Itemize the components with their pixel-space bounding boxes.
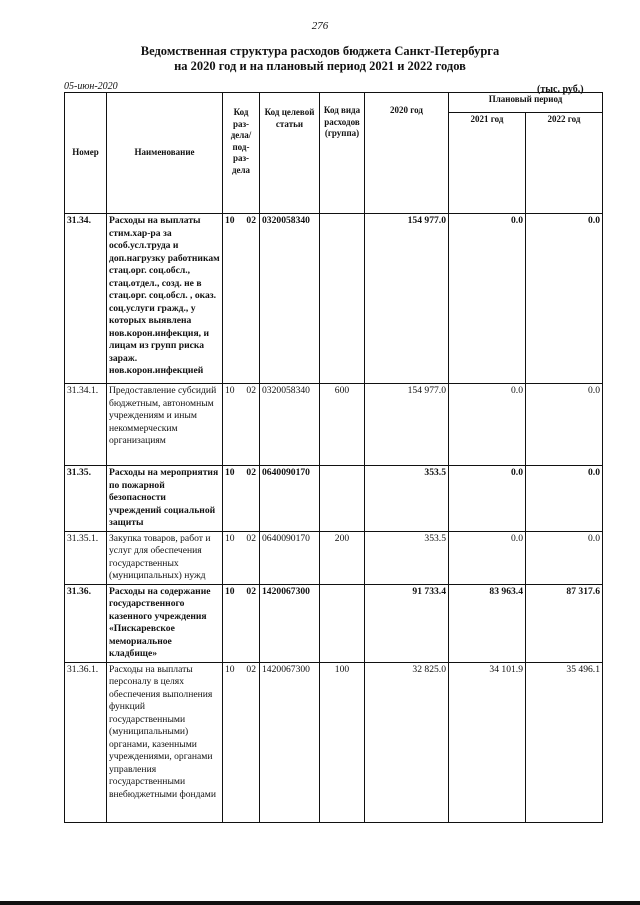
row-name: Предоставление субсидий бюджетным, автономным учреждениям и иным некоммерческим организациям (107, 384, 223, 466)
row-name: Расходы на выплаты персоналу в целях обеспечения выполнения функций государственными (муниципальными) органами, казенными учреждениями, органами управления государственными внебюджетными фондами (107, 662, 223, 822)
row-target-code: 0320058340 (260, 214, 320, 384)
row-target-code: 1420067300 (260, 662, 320, 822)
row-section: 10 (225, 585, 235, 597)
row-value-2021: 0.0 (449, 531, 526, 584)
table-body (65, 214, 603, 823)
row-number: 31.35. (65, 466, 107, 532)
row-section-code (223, 531, 260, 584)
header-number: Номер (65, 93, 107, 214)
row-section-code (223, 662, 260, 822)
row-subsection: 02 (246, 585, 256, 597)
row-target-code: 0320058340 (260, 384, 320, 466)
row-section: 10 (225, 663, 235, 675)
row-name: Расходы на содержание государственного казенного учреждения «Пискаревское мемориальное кладбище» (107, 584, 223, 662)
units-label: (тыс. руб.) (537, 84, 584, 95)
row-section-code (223, 384, 260, 466)
row-value-2022: 0.0 (526, 466, 603, 532)
row-value-2021: 0.0 (449, 384, 526, 466)
row-value-2020: 32 825.0 (365, 662, 449, 822)
row-expense-type (320, 214, 365, 384)
row-number: 31.36. (65, 584, 107, 662)
row-section: 10 (225, 532, 235, 544)
row-target-code: 1420067300 (260, 584, 320, 662)
row-value-2021: 0.0 (449, 466, 526, 532)
header-year-2020: 2020 год (365, 93, 449, 214)
header-target-code: Код целевой статьи (260, 93, 320, 214)
row-value-2020: 353.5 (365, 466, 449, 532)
row-expense-type (320, 584, 365, 662)
table-row (65, 384, 603, 466)
row-expense-type (320, 466, 365, 532)
title-line-2: на 2020 год и на плановый период 2021 и 2022 годов (174, 59, 466, 73)
row-value-2021: 34 101.9 (449, 662, 526, 822)
header-section-code: Код раз- дела/ под- раз- дела (223, 93, 260, 214)
row-value-2022: 0.0 (526, 531, 603, 584)
row-expense-type: 200 (320, 531, 365, 584)
row-value-2020: 91 733.4 (365, 584, 449, 662)
header-planning-period: Плановый период (449, 93, 603, 113)
row-section-code (223, 466, 260, 532)
row-name: Закупка товаров, работ и услуг для обеспечения государственных (муниципальных) нужд (107, 531, 223, 584)
table-row (65, 214, 603, 384)
header-expense-type: Код вида расходов (группа) (320, 93, 365, 214)
document-date: 05-июн-2020 (64, 81, 118, 92)
row-value-2022: 0.0 (526, 214, 603, 384)
row-target-code: 0640090170 (260, 531, 320, 584)
row-number: 31.34.1. (65, 384, 107, 466)
budget-table (64, 92, 603, 823)
row-value-2020: 154 977.0 (365, 214, 449, 384)
table-row (65, 662, 603, 822)
row-subsection: 02 (246, 663, 256, 675)
row-section-code (223, 214, 260, 384)
row-name: Расходы на выплаты стим.хар-ра за особ.усл.труда и доп.нагрузку работникам стац.орг. соц.обсл., стац.отдел., созд. не в стац.орг. соц.обсл. , оказ. соц.услуги гражд., у которых выявлена нов.корон.инфекция, и лицам из групп риска зараж. нов.корон.инфекцией (107, 214, 223, 384)
page-number: 276 (311, 20, 329, 32)
row-section: 10 (225, 467, 235, 478)
table-row (65, 466, 603, 532)
page-bottom-border (0, 901, 640, 905)
row-number: 31.36.1. (65, 662, 107, 822)
row-section-code (223, 584, 260, 662)
row-value-2022: 0.0 (526, 384, 603, 466)
row-section: 10 (225, 385, 235, 396)
row-number: 31.34. (65, 214, 107, 384)
row-value-2020: 154 977.0 (365, 384, 449, 466)
row-name: Расходы на мероприятия по пожарной безопасности учреждений социальной защиты (107, 466, 223, 532)
row-subsection: 02 (246, 215, 256, 226)
row-subsection: 02 (246, 532, 256, 544)
document-title (0, 44, 640, 74)
table-row (65, 584, 603, 662)
row-value-2022: 35 496.1 (526, 662, 603, 822)
row-number: 31.35.1. (65, 531, 107, 584)
title-line-1: Ведомственная структура расходов бюджета Санкт-Петербурга (140, 44, 500, 58)
row-expense-type: 100 (320, 662, 365, 822)
header-name: Наименование (107, 93, 223, 214)
row-value-2022: 87 317.6 (526, 584, 603, 662)
row-expense-type: 600 (320, 384, 365, 466)
row-value-2021: 0.0 (449, 214, 526, 384)
header-year-2022: 2022 год (526, 113, 603, 214)
row-value-2020: 353.5 (365, 531, 449, 584)
header-year-2021: 2021 год (449, 113, 526, 214)
row-value-2021: 83 963.4 (449, 584, 526, 662)
table-row (65, 531, 603, 584)
row-subsection: 02 (246, 385, 256, 396)
row-target-code: 0640090170 (260, 466, 320, 532)
row-section: 10 (225, 215, 235, 226)
row-subsection: 02 (246, 467, 256, 478)
